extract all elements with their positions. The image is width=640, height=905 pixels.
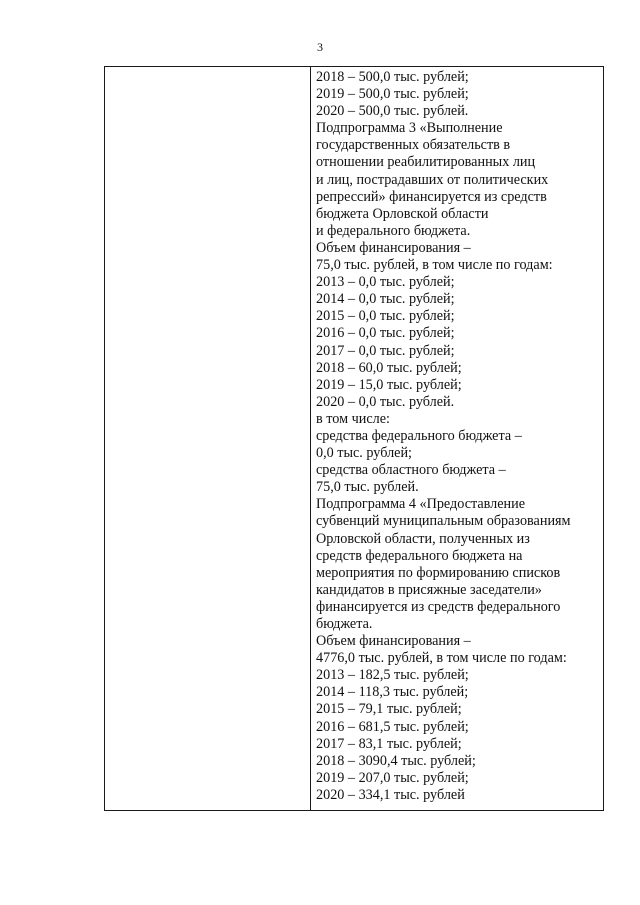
text-line: кандидатов в присяжные заседатели» [316, 581, 542, 598]
text-line: государственных обязательств в [316, 137, 511, 154]
text-line: финансируется из средств федерального [316, 598, 561, 615]
text-line: Объем финансирования – [316, 633, 471, 650]
page-number: 3 [317, 40, 323, 54]
text-line: субвенций муниципальным образованиям [316, 513, 571, 530]
text-line: Объем финансирования – [316, 239, 471, 256]
text-line: средств федерального бюджета на [316, 547, 523, 564]
text-line: 75,0 тыс. рублей. [316, 479, 419, 496]
text-line: 2019 – 500,0 тыс. рублей; [316, 86, 469, 103]
text-line: 2020 – 500,0 тыс. рублей. [316, 103, 469, 120]
text-line: 2014 – 118,3 тыс. рублей; [316, 684, 469, 701]
text-line: Подпрограмма 3 «Выполнение [316, 120, 503, 137]
text-line: бюджета Орловской области [316, 205, 489, 222]
text-line: средства областного бюджета – [316, 462, 506, 479]
text-line: 2017 – 0,0 тыс. рублей; [316, 342, 455, 359]
text-line: и лиц, пострадавших от политических [316, 171, 549, 188]
text-line: средства федерального бюджета – [316, 427, 522, 444]
text-line: Орловской области, полученных из [316, 530, 530, 547]
text-line: мероприятия по формированию списков [316, 564, 561, 581]
text-line: 75,0 тыс. рублей, в том числе по годам: [316, 257, 553, 274]
text-line: 2016 – 0,0 тыс. рублей; [316, 325, 455, 342]
text-line: 2019 – 15,0 тыс. рублей; [316, 376, 462, 393]
financing-table [104, 66, 604, 811]
text-line: 4776,0 тыс. рублей, в том числе по годам: [316, 650, 567, 667]
text-line: 2015 – 0,0 тыс. рублей; [316, 308, 455, 325]
text-line: 2018 – 3090,4 тыс. рублей; [316, 752, 476, 769]
table-left-cell [105, 67, 311, 810]
text-line: 2015 – 79,1 тыс. рублей; [316, 701, 462, 718]
text-line: репрессий» финансируется из средств [316, 188, 547, 205]
text-line: отношении реабилитированных лиц [316, 154, 536, 171]
text-line: Подпрограмма 4 «Предоставление [316, 496, 526, 513]
text-line: 2020 – 0,0 тыс. рублей. [316, 393, 455, 410]
text-line: 2017 – 83,1 тыс. рублей; [316, 735, 462, 752]
text-line: 2013 – 182,5 тыс. рублей; [316, 667, 469, 684]
text-line: и федерального бюджета. [316, 222, 471, 239]
text-line: 2018 – 60,0 тыс. рублей; [316, 359, 462, 376]
text-line: 2016 – 681,5 тыс. рублей; [316, 718, 469, 735]
text-line: 2018 – 500,0 тыс. рублей; [316, 69, 469, 85]
text-line: 2019 – 207,0 тыс. рублей; [316, 769, 469, 786]
text-line: 2020 – 334,1 тыс. рублей [316, 786, 465, 803]
table-right-cell [311, 67, 603, 804]
text-line: в том числе: [316, 410, 390, 427]
text-line: 0,0 тыс. рублей; [316, 445, 412, 462]
text-line: бюджета. [316, 616, 373, 632]
text-line: 2014 – 0,0 тыс. рублей; [316, 291, 455, 308]
text-line: 2013 – 0,0 тыс. рублей; [316, 274, 455, 291]
